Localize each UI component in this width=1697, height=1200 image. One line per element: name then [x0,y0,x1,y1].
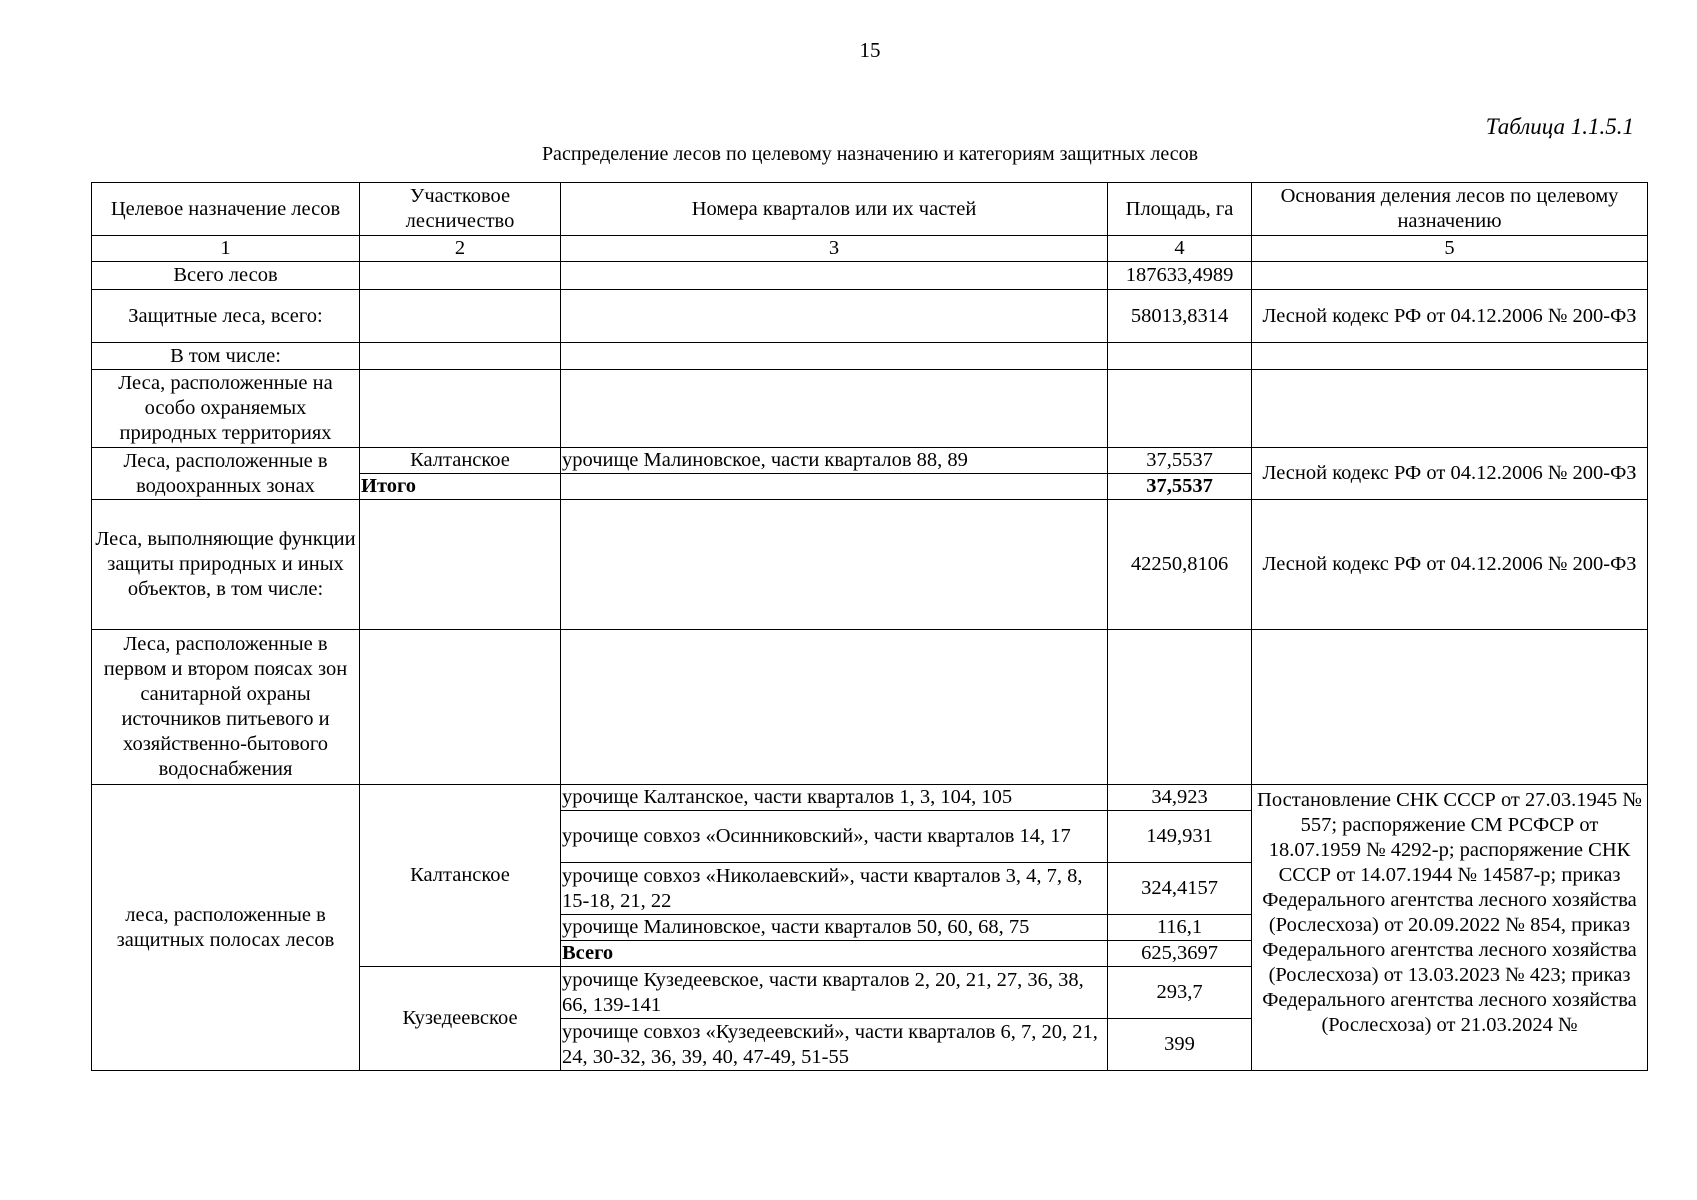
header-cell-quarters: Номера кварталов или их частей [561,183,1108,236]
empty-cell [1252,630,1648,785]
header-cell-forestry: Участковое лесничество [360,183,561,236]
subtotal-label: Итого [360,474,561,500]
empty-cell [360,500,561,630]
area-cell: 324,4157 [1108,863,1252,915]
empty-cell [561,500,1108,630]
table-row [92,343,1648,370]
empty-cell [360,262,561,290]
area-cell: 187633,4989 [1108,262,1252,290]
column-number: 2 [360,236,561,262]
purpose-cell: Всего лесов [92,262,360,290]
purpose-cell: Леса, расположенные на особо охраняемых природных территориях [92,370,360,448]
empty-cell [561,630,1108,785]
column-number: 4 [1108,236,1252,262]
empty-cell [561,290,1108,343]
table-row [92,785,1648,811]
empty-cell [360,630,561,785]
empty-cell [561,262,1108,290]
basis-cell: Лесной кодекс РФ от 04.12.2006 № 200-ФЗ [1252,500,1648,630]
purpose-cell: В том числе: [92,343,360,370]
purpose-cell: Леса, выполняющие функции защиты природных и иных объектов, в том числе: [92,500,360,630]
area-cell: 34,923 [1108,785,1252,811]
quarters-cell: урочище совхоз «Николаевский», части кварталов 3, 4, 7, 8, 15-18, 21, 22 [561,863,1108,915]
area-cell: 58013,8314 [1108,290,1252,343]
empty-cell [1252,262,1648,290]
basis-cell: Лесной кодекс РФ от 04.12.2006 № 200-ФЗ [1252,290,1648,343]
empty-cell [1252,370,1648,448]
empty-cell [1108,370,1252,448]
quarters-cell: урочище Калтанское, части кварталов 1, 3, 104, 105 [561,785,1108,811]
table-row [92,630,1648,785]
header-cell-area: Площадь, га [1108,183,1252,236]
empty-cell [561,343,1108,370]
purpose-cell: Леса, расположенные в водоохранных зонах [92,448,360,500]
empty-cell [1252,343,1648,370]
total-area: 625,3697 [1108,941,1252,967]
table-row [92,448,1648,474]
area-cell: 116,1 [1108,915,1252,941]
column-number: 3 [561,236,1108,262]
basis-cell: Лесной кодекс РФ от 04.12.2006 № 200-ФЗ [1252,448,1648,500]
subtotal-area: 37,5537 [1108,474,1252,500]
area-cell: 149,931 [1108,811,1252,863]
empty-cell [1108,630,1252,785]
empty-cell [360,290,561,343]
forestry-cell: Калтанское [360,448,561,474]
quarters-cell: урочище Кузедеевское, части кварталов 2, 20, 21, 27, 36, 38, 66, 139-141 [561,967,1108,1019]
forestry-cell: Калтанское [360,785,561,967]
table-label: Таблица 1.1.5.1 [1485,114,1634,139]
quarters-cell: урочище совхоз «Осинниковский», части кварталов 14, 17 [561,811,1108,863]
empty-cell [360,343,561,370]
forestry-cell: Кузедеевское [360,967,561,1071]
header-row [92,183,1648,236]
header-cell-basis: Основания деления лесов по целевому назначению [1252,183,1648,236]
area-cell: 293,7 [1108,967,1252,1019]
area-cell: 37,5537 [1108,448,1252,474]
area-cell: 399 [1108,1019,1252,1071]
quarters-cell: урочище Малиновское, части кварталов 88, 89 [561,448,1108,474]
purpose-cell: Защитные леса, всего: [92,290,360,343]
table-title: Распределение лесов по целевому назначению и категориям защитных лесов [541,143,1199,165]
table-row [92,290,1648,343]
area-cell: 42250,8106 [1108,500,1252,630]
purpose-cell: Леса, расположенные в первом и втором поясах зон санитарной охраны источников питьевого и хозяйственно-бытового водоснабжения [92,630,360,785]
table-row [92,500,1648,630]
table-row [92,370,1648,448]
column-number: 1 [92,236,360,262]
purpose-cell: леса, расположенные в защитных полосах лесов [92,785,360,1071]
empty-cell [360,370,561,448]
basis-cell: Постановление СНК СССР от 27.03.1945 № 557; распоряжение СМ РСФСР от 18.07.1959 № 4292-р; распоряжение СНК СССР от 14.07.1944 № 14587-р; приказ Федерального агентства лесного хозяйства (Рослесхоза) от 20.09.2022 № 854, приказ Федерального агентства лесного хозяйства (Рослесхоза) от 13.03.2023 № 423; приказ Федерального агентства лесного хозяйства (Рослесхоза) от 21.03.2024 № [1252,785,1648,1071]
empty-cell [561,474,1108,500]
page-number: 15 [859,38,881,62]
forest-distribution-table [91,182,1648,1071]
total-label: Всего [561,941,1108,967]
column-number: 5 [1252,236,1648,262]
column-number-row [92,236,1648,262]
table-row [92,262,1648,290]
header-cell-purpose: Целевое назначение лесов [92,183,360,236]
empty-cell [1108,343,1252,370]
quarters-cell: урочище Малиновское, части кварталов 50, 60, 68, 75 [561,915,1108,941]
empty-cell [561,370,1108,448]
quarters-cell: урочище совхоз «Кузедеевский», части кварталов 6, 7, 20, 21, 24, 30-32, 36, 39, 40, 47-49, 51-55 [561,1019,1108,1071]
